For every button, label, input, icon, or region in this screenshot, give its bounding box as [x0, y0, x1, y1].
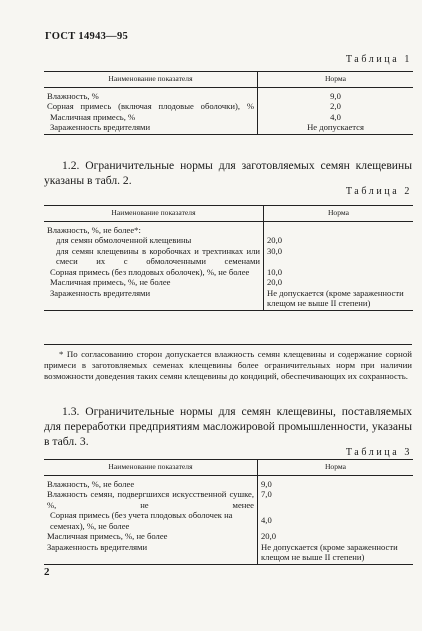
- table3-row4-name: Масличная примесь, %, не более: [44, 531, 258, 542]
- table1-col1-header: Наименование показателя: [44, 72, 258, 88]
- table3: [44, 459, 413, 565]
- table2-col1-header: Наименование показателя: [44, 206, 264, 222]
- table3-header-row: [44, 460, 413, 476]
- table-row: [44, 475, 413, 489]
- table2-row2-name: для семян обмолоченной клещевины: [44, 235, 264, 246]
- table3-row4-value: 20,0: [261, 531, 277, 541]
- table1: [44, 71, 413, 135]
- table-row: [44, 267, 413, 278]
- table-row: [44, 489, 413, 510]
- table3-col1-header: Наименование показателя: [44, 460, 258, 476]
- footnote-text: * По согласованию сторон допускается влажность семян клещевины и содержание сорной примеси в заготовляемых семенах клещевины более ограничительных норм при наличии возможности доведения таких семян клещевины до кондиций, обеспечивающих их сохранность.: [44, 349, 412, 381]
- table1-row2-name: Сорная примесь (включая плодовые оболочки), %: [44, 101, 258, 112]
- table1-caption: Таблица 1: [345, 54, 412, 65]
- table2-row1-name: Влажность, %, не более*:: [44, 221, 264, 235]
- table3-row5-name: Зараженность вредителями: [44, 542, 258, 565]
- table3-row3-name: Сорная примесь (без учета плодовых оболочек на семенах), %, не более: [44, 510, 258, 531]
- table2-row6-value: Не допускается (кроме зараженности клещом не выше II степени): [264, 288, 414, 311]
- table-row: [44, 246, 413, 267]
- paragraph-1-3: [44, 404, 412, 449]
- table2-row3-name: для семян клещевины в коробочках и трехтинках или смеси их с обмолоченными семенами: [44, 246, 264, 267]
- table1-header-row: [44, 72, 413, 88]
- table2: [44, 205, 413, 311]
- table2-row4-name: Сорная примесь (без плодовых оболочек), %, не более: [44, 267, 264, 278]
- paragraph-1-2-text: 1.2. Ограничительные нормы для заготовляемых семян клещевины указаны в табл. 2.: [44, 159, 412, 187]
- table2-row4-value: 10,0: [267, 266, 283, 277]
- table2-row1-value: [264, 221, 414, 235]
- table3-row1-value: 9,0: [261, 478, 272, 489]
- table-row: [44, 101, 413, 112]
- paragraph-1-3-text: 1.3. Ограничительные нормы для семян клещевины, поставляемых для переработки предприятиям масложировой промышленности, указаны в табл. 3.: [44, 405, 412, 448]
- table1-col2-header: Норма: [258, 72, 414, 88]
- table-row: [44, 288, 413, 311]
- table3-col2-header: Норма: [258, 460, 414, 476]
- table3-caption: Таблица 3: [345, 447, 412, 458]
- table-row: [44, 87, 413, 101]
- table1-row1-value: 9,0: [330, 90, 341, 101]
- document-header: ГОСТ 14943—95: [45, 31, 129, 42]
- table1-row1-name: Влажность, %: [44, 87, 258, 101]
- table2-col2-header: Норма: [264, 206, 414, 222]
- table-row: [44, 277, 413, 288]
- table3-row5-value: Не допускается (кроме зараженности клещом не выше II степени): [258, 542, 414, 565]
- table-row: [44, 122, 413, 134]
- table-row: [44, 112, 413, 123]
- table2-row6-name: Зараженность вредителями: [44, 288, 264, 311]
- table2-caption: Таблица 2: [345, 186, 412, 197]
- table3-row2-name: Влажность семян, подвергшихся искусственной сушке, %, не менее: [44, 489, 258, 510]
- table2-row2-value: 20,0: [267, 235, 283, 245]
- table1-row4-name: Зараженность вредителями: [44, 122, 258, 134]
- table3-row2-value: 7,0: [261, 489, 272, 499]
- table-row: [44, 542, 413, 565]
- table2-row5-value: 20,0: [267, 277, 283, 287]
- table3-row1-name: Влажность, %, не более: [44, 475, 258, 489]
- table1-row3-value: 4,0: [330, 111, 341, 122]
- table-row: [44, 531, 413, 542]
- table2-row3-value: 30,0: [267, 245, 283, 256]
- paragraph-1-2: [44, 158, 412, 188]
- page-number: 2: [44, 566, 50, 578]
- footnote: [44, 344, 412, 382]
- table3-row3-value: 4,0: [261, 515, 272, 526]
- table2-row5-name: Масличная примесь, %, не более: [44, 277, 264, 288]
- table1-row3-name: Масличная примесь, %: [44, 112, 258, 123]
- table2-header-row: [44, 206, 413, 222]
- table1-row4-value: Не допускается: [258, 122, 414, 134]
- table-row: [44, 221, 413, 235]
- table1-row2-value: 2,0: [330, 101, 341, 111]
- table-row: [44, 235, 413, 246]
- table-row: [44, 510, 413, 531]
